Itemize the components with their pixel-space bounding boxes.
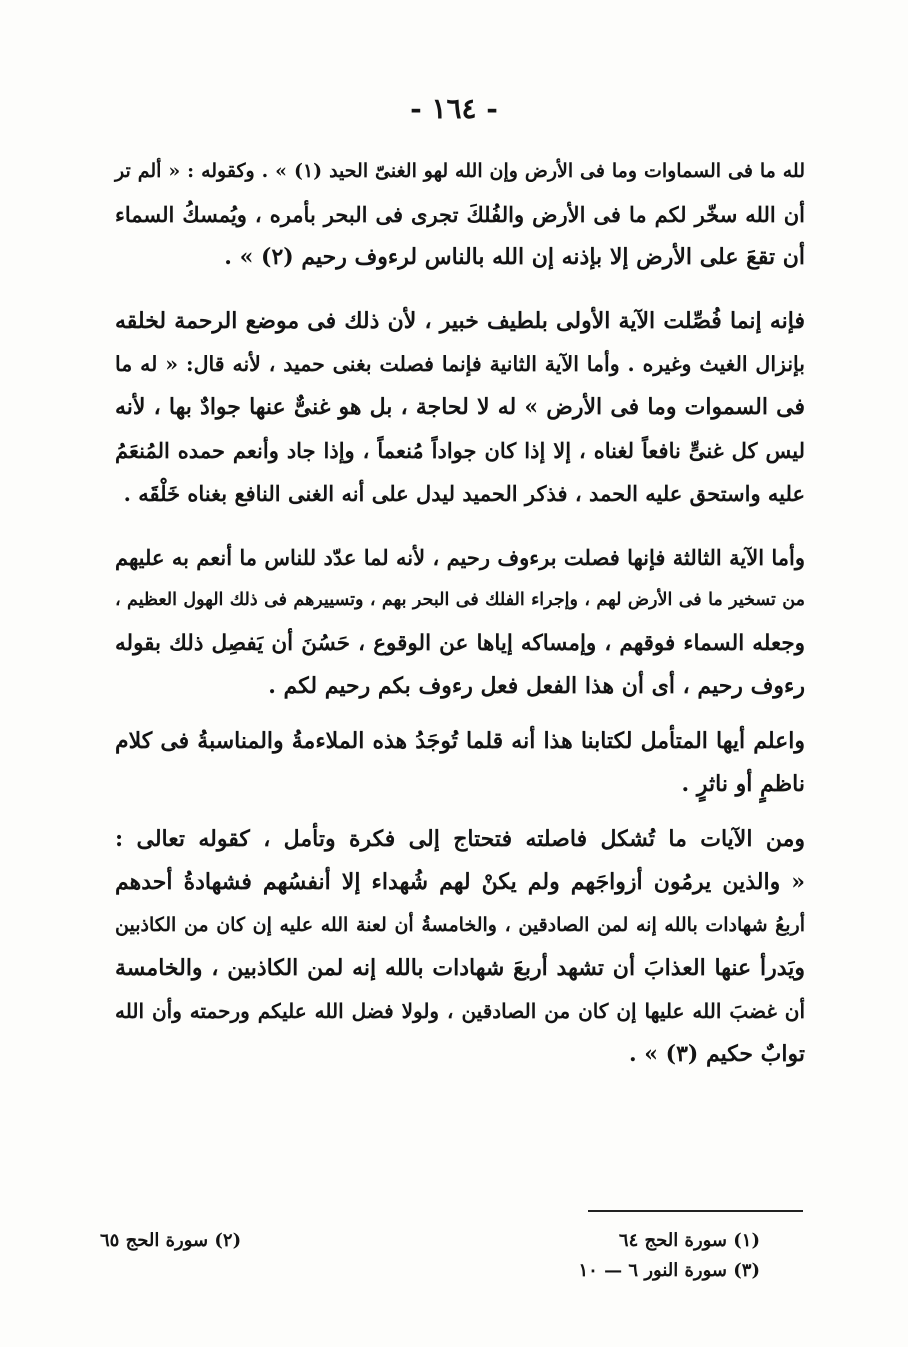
text-line: أن غضبَ الله عليها إن كان من الصادقين ، ولولا فضل الله عليكم ورحمته وأن الله xyxy=(115,999,805,1023)
text-line: عليه واستحق عليه الحمد ، فذكر الحميد ليدل على أنه الغنى النافع بغناه خَلْقَه . xyxy=(123,481,805,506)
text-line: رءوف رحيم ، أى أن هذا الفعل فعل رءوف بكم رحيم لكم . xyxy=(268,673,805,699)
text-line: أن الله سخّر لكم ما فى الأرض والفُلكَ تجرى فى البحر بأمره ، ويُمسكُ السماء xyxy=(115,202,805,227)
paragraph-4 xyxy=(115,720,805,806)
page-body xyxy=(115,150,805,1076)
footnote-3: (٣) سورة النور ٦ — ١٠ xyxy=(578,1260,760,1281)
text-line: واعلم أيها المتأمل لكتابنا هذا أنه قلما تُوجَدُ هذه الملاءمةُ والمناسبةُ فى كلام xyxy=(115,728,805,754)
text-line: ويَدرأ عنها العذابَ أن تشهد أربعَ شهادات بالله إنه لمن الكاذبين ، والخامسة xyxy=(115,955,805,981)
text-line: فإنه إنما فُصِّلت الآية الأولى بلطيف خبير ، لأن ذلك فى موضع الرحمة لخلقه xyxy=(115,308,805,334)
footnote-divider xyxy=(588,1210,803,1212)
page-number: - ١٦٤ - xyxy=(410,92,498,125)
text-line: ليس كل غنىٍّ نافعاً لغناه ، إلا إذا كان جواداً مُنعماً ، وإذا جاد وأنعم حمده المُنعَمُ xyxy=(115,438,805,463)
text-line: وأما الآية الثالثة فإنها فصلت برءوف رحيم ، لأنه لما عدّد للناس ما أنعم به عليهم xyxy=(115,545,805,570)
text-line: ناظمٍ أو ناثرٍ . xyxy=(681,771,805,797)
footnote-row xyxy=(100,1256,760,1286)
text-line: ومن الآيات ما تُشكل فاصلته فتحتاج إلى فكرة وتأمل ، كقوله تعالى : xyxy=(115,826,805,852)
paragraph-3 xyxy=(115,536,805,708)
text-line: أن تقعَ على الأرض إلا بإذنه إن الله بالناس لرءوف رحيم (٢) » . xyxy=(224,244,805,270)
text-line: وجعله السماء فوقهم ، وإمساكه إياها عن الوقوع ، حَسُنَ أن يَفصِل ذلك بقوله xyxy=(115,631,805,656)
footnote-1: (١) سورة الحج ٦٤ xyxy=(618,1230,760,1251)
text-line: لله ما فى السماوات وما فى الأرض وإن الله لهو الغنىّ الحيد (١) » . وكقوله : « ألم تر xyxy=(115,160,805,182)
text-line: بإنزال الغيث وغيره . وأما الآية الثانية فإنما فصلت بغنى حميد ، لأنه قال: « له ما xyxy=(115,352,805,376)
text-line: فى السموات وما فى الأرض » له لا لحاجة ، بل هو غنىٌّ عنها جوادٌ بها ، لأنه xyxy=(115,394,805,420)
footnote-row xyxy=(100,1226,760,1256)
text-line: من تسخير ما فى الأرض لهم ، وإجراء الفلك فى البحر بهم ، وتسييرهم فى ذلك الهول العظيم ، xyxy=(115,590,805,610)
text-line: توابٌ حكيم (٣) » . xyxy=(628,1041,805,1067)
footnotes xyxy=(100,1226,760,1286)
paragraph-1 xyxy=(115,150,805,279)
footnote-2: (٢) سورة الحج ٦٥ xyxy=(100,1230,242,1251)
text-line: « والذين يرمُون أزواجَهم ولم يكنْ لهم شُهداء إلا أنفسُهم فشهادةُ أحدهم xyxy=(115,869,805,895)
text-line: أربعُ شهادات بالله إنه لمن الصادقين ، والخامسةُ أن لعنة الله عليه إن كان من الكاذبين xyxy=(115,914,805,936)
paragraph-2 xyxy=(115,300,805,515)
paragraph-5 xyxy=(115,818,805,1076)
